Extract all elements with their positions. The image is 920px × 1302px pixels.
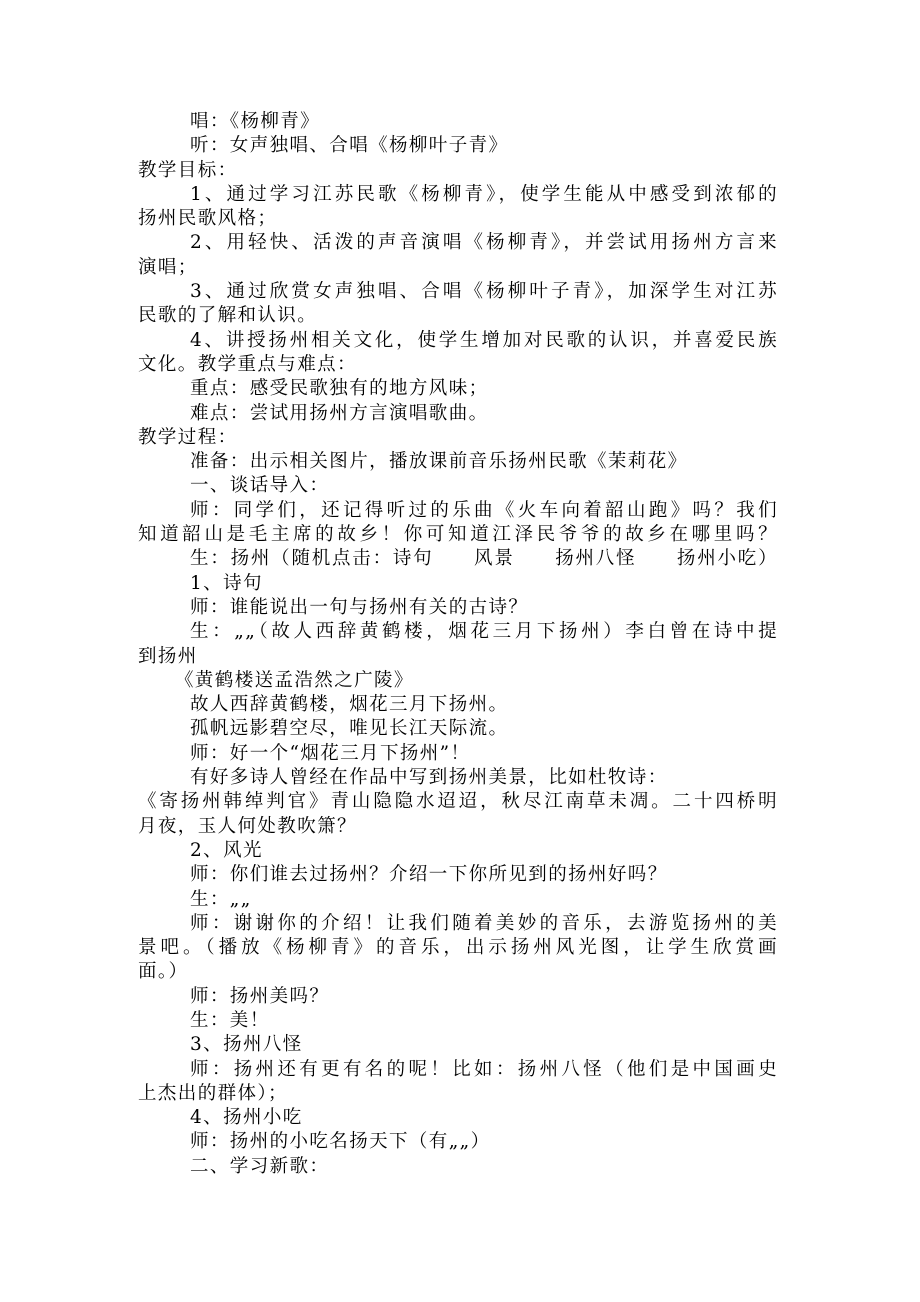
text-line: 准备：出示相关图片，播放课前音乐扬州民歌《茉莉花》 xyxy=(190,451,688,473)
text-line: 扬州民歌风格； xyxy=(138,208,278,230)
text-line: 生：„„ xyxy=(190,888,252,910)
text-line: 师：扬州还有更有名的呢！比如：扬州八怪（他们是中国画史 xyxy=(190,1058,778,1080)
text-line: 《黄鹤楼送孟浩然之广陵》 xyxy=(175,669,414,691)
text-line: 师：谢谢你的介绍！让我们随着美妙的音乐，去游览扬州的美 xyxy=(190,912,778,934)
text-line: 景吧。（播放《杨柳青》的音乐，出示扬州风光图，让学生欣赏画 xyxy=(138,937,778,959)
text-line: 教学目标： xyxy=(138,159,238,181)
text-line: 难点：尝试用扬州方言演唱歌曲。 xyxy=(190,402,489,424)
text-line: 师：谁能说出一句与扬州有关的古诗？ xyxy=(190,596,529,618)
text-line: 2、用轻快、活泼的声音演唱《杨柳青》，并尝试用扬州方言来 xyxy=(190,232,778,254)
text-line: 生：扬州（随机点击：诗句 风景 扬州八怪 扬州小吃） xyxy=(190,548,778,570)
text-line: 2、风光 xyxy=(190,839,263,861)
text-line: 4、扬州小吃 xyxy=(190,1107,303,1129)
text-line: 月夜，玉人何处教吹箫？ xyxy=(138,815,357,837)
text-line: 一、谈话导入： xyxy=(190,475,330,497)
text-line: 师：扬州的小吃名扬天下（有„„） xyxy=(190,1131,491,1153)
text-line: 演唱； xyxy=(138,256,198,278)
text-line: 4、讲授扬州相关文化，使学生增加对民歌的认识，并喜爱民族 xyxy=(190,329,778,351)
text-line: 上杰出的群体）； xyxy=(138,1082,288,1104)
text-line: 师：扬州美吗？ xyxy=(190,985,330,1007)
text-line: 文化。教学重点与难点： xyxy=(138,353,357,375)
text-line: 1、通过学习江苏民歌《杨柳青》，使学生能从中感受到浓郁的 xyxy=(190,183,778,205)
text-line: 师：你们谁去过扬州？介绍一下你所见到的扬州好吗？ xyxy=(190,864,668,886)
text-line: 有好多诗人曾经在作品中写到扬州美景，比如杜牧诗： xyxy=(190,767,668,789)
text-line: 师：同学们，还记得听过的乐曲《火车向着韶山跑》吗？我们 xyxy=(190,499,778,521)
text-line: 到扬州 xyxy=(138,645,198,667)
text-line: 3、通过欣赏女声独唱、合唱《杨柳叶子青》，加深学生对江苏 xyxy=(190,281,778,303)
text-line: 1、诗句 xyxy=(190,572,263,594)
text-line: 知道韶山是毛主席的故乡！你可知道江泽民爷爷的故乡在哪里吗？ xyxy=(138,524,778,546)
text-line: 3、扬州八怪 xyxy=(190,1034,303,1056)
text-line: 故人西辞黄鹤楼，烟花三月下扬州。 xyxy=(190,694,509,716)
text-line: 孤帆远影碧空尽，唯见长江天际流。 xyxy=(190,718,509,740)
text-line: 师：好一个“烟花三月下扬州”！ xyxy=(190,742,471,764)
text-line: 《寄扬州韩绰判官》青山隐隐水迢迢，秋尽江南草未凋。二十四桥明 xyxy=(138,791,778,813)
text-line: 民歌的了解和认识。 xyxy=(138,305,318,327)
text-line: 生：„„（故人西辞黄鹤楼，烟花三月下扬州）李白曾在诗中提 xyxy=(190,621,778,643)
text-line: 生：美！ xyxy=(190,1009,270,1031)
document-body xyxy=(138,110,778,1179)
text-line: 唱：《杨柳青》 xyxy=(190,111,321,132)
text-line: 重点：感受民歌独有的地方风味； xyxy=(190,378,489,400)
text-line: 教学过程： xyxy=(138,426,238,448)
text-line: 听：女声独唱、合唱《杨柳叶子青》 xyxy=(190,135,509,157)
text-line: 二、学习新歌： xyxy=(190,1155,330,1177)
text-line: 面。） xyxy=(138,961,189,983)
